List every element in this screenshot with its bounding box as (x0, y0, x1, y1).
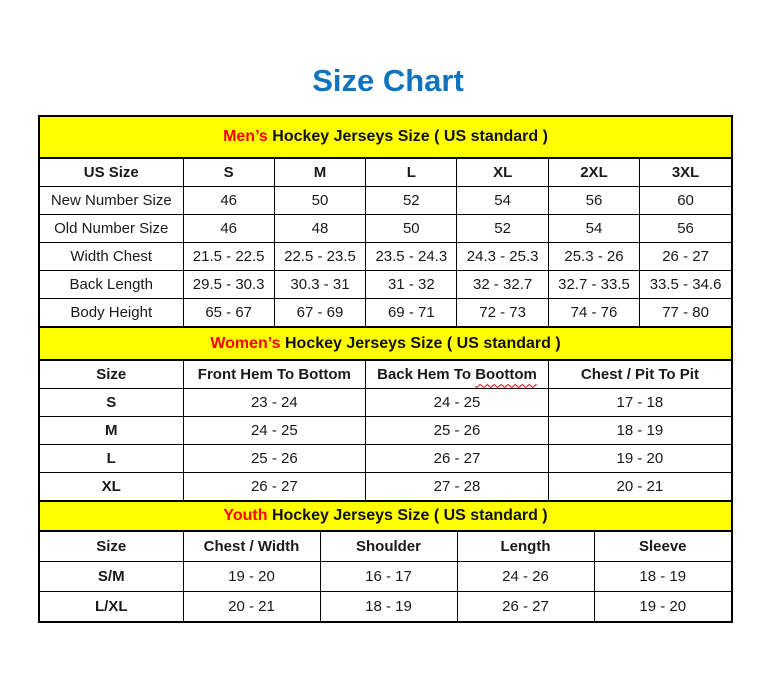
column-header: Sleeve (594, 532, 731, 562)
column-header: XL (457, 159, 548, 187)
misspelled-word-underline: Boottom (475, 366, 537, 384)
section-youth (40, 500, 731, 621)
size-value-cell: 25 - 26 (366, 417, 549, 445)
mens-banner-text: Hockey Jerseys Size ( US standard ) (267, 128, 548, 146)
size-value-cell: 24 - 25 (183, 417, 366, 445)
size-value-cell: 56 (640, 214, 731, 242)
column-header: 3XL (640, 159, 731, 187)
header-row (40, 361, 731, 389)
size-value-cell: 48 (274, 214, 365, 242)
womens-banner-highlight: Women’s (210, 334, 281, 352)
row-label: M (40, 417, 183, 445)
size-value-cell: 50 (366, 214, 457, 242)
column-header: Chest / Width (183, 532, 320, 562)
size-value-cell: 22.5 - 23.5 (274, 242, 365, 270)
column-header: Back Hem To Boottom (366, 361, 549, 389)
size-value-cell: 54 (548, 214, 639, 242)
row-label: Back Length (40, 270, 183, 298)
row-label: S/M (40, 561, 183, 591)
header-row (40, 532, 731, 562)
size-value-cell: 27 - 28 (366, 473, 549, 501)
size-value-cell: 19 - 20 (594, 591, 731, 621)
column-header: Length (457, 532, 594, 562)
column-header: M (274, 159, 365, 187)
size-value-cell: 21.5 - 22.5 (183, 242, 274, 270)
womens-banner (40, 326, 731, 362)
size-value-cell: 50 (274, 186, 365, 214)
size-value-cell: 24.3 - 25.3 (457, 242, 548, 270)
womens-size-table (40, 361, 731, 500)
size-value-cell: 69 - 71 (366, 298, 457, 326)
table-row (40, 214, 731, 242)
table-row (40, 186, 731, 214)
size-value-cell: 26 - 27 (183, 473, 366, 501)
size-value-cell: 26 - 27 (457, 591, 594, 621)
page-title: Size Chart (312, 63, 464, 98)
row-label: XL (40, 473, 183, 501)
row-label: L/XL (40, 591, 183, 621)
section-mens (40, 117, 731, 326)
size-value-cell: 30.3 - 31 (274, 270, 365, 298)
row-label: L (40, 445, 183, 473)
womens-banner-text: Hockey Jerseys Size ( US standard ) (280, 334, 561, 352)
section-womens (40, 326, 731, 501)
size-value-cell: 74 - 76 (548, 298, 639, 326)
size-value-cell: 72 - 73 (457, 298, 548, 326)
size-value-cell: 56 (548, 186, 639, 214)
size-value-cell: 32.7 - 33.5 (548, 270, 639, 298)
row-label: Body Height (40, 298, 183, 326)
size-value-cell: 20 - 21 (183, 591, 320, 621)
mens-banner (40, 117, 731, 159)
column-header: Chest / Pit To Pit (548, 361, 731, 389)
size-value-cell: 26 - 27 (640, 242, 731, 270)
table-row (40, 561, 731, 591)
table-row (40, 473, 731, 501)
row-label: Old Number Size (40, 214, 183, 242)
size-value-cell: 18 - 19 (594, 561, 731, 591)
size-value-cell: 52 (366, 186, 457, 214)
size-value-cell: 60 (640, 186, 731, 214)
mens-banner-highlight: Men’s (223, 128, 268, 146)
table-row (40, 445, 731, 473)
youth-banner-text: Hockey Jerseys Size ( US standard ) (267, 507, 548, 525)
mens-size-table (40, 159, 731, 326)
size-value-cell: 23.5 - 24.3 (366, 242, 457, 270)
size-value-cell: 33.5 - 34.6 (640, 270, 731, 298)
column-header: L (366, 159, 457, 187)
size-value-cell: 77 - 80 (640, 298, 731, 326)
table-row (40, 298, 731, 326)
size-value-cell: 46 (183, 214, 274, 242)
size-value-cell: 31 - 32 (366, 270, 457, 298)
column-header: US Size (40, 159, 183, 187)
column-header: S (183, 159, 274, 187)
size-value-cell: 24 - 25 (366, 389, 549, 417)
column-header: Size (40, 532, 183, 562)
table-row (40, 591, 731, 621)
column-header: Front Hem To Bottom (183, 361, 366, 389)
size-value-cell: 32 - 32.7 (457, 270, 548, 298)
size-value-cell: 65 - 67 (183, 298, 274, 326)
table-row (40, 270, 731, 298)
size-value-cell: 19 - 20 (548, 445, 731, 473)
size-value-cell: 18 - 19 (548, 417, 731, 445)
youth-banner (40, 500, 731, 532)
size-value-cell: 19 - 20 (183, 561, 320, 591)
size-value-cell: 26 - 27 (366, 445, 549, 473)
row-label: S (40, 389, 183, 417)
size-value-cell: 46 (183, 186, 274, 214)
column-header: Shoulder (320, 532, 457, 562)
table-row (40, 242, 731, 270)
row-label: Width Chest (40, 242, 183, 270)
size-chart-container (38, 115, 733, 623)
header-row (40, 159, 731, 187)
size-value-cell: 52 (457, 214, 548, 242)
size-value-cell: 24 - 26 (457, 561, 594, 591)
youth-banner-highlight: Youth (223, 507, 268, 525)
size-value-cell: 54 (457, 186, 548, 214)
column-header: 2XL (548, 159, 639, 187)
size-value-cell: 29.5 - 30.3 (183, 270, 274, 298)
table-row (40, 417, 731, 445)
youth-size-table (40, 532, 731, 621)
size-value-cell: 23 - 24 (183, 389, 366, 417)
size-value-cell: 17 - 18 (548, 389, 731, 417)
column-header: Size (40, 361, 183, 389)
size-value-cell: 16 - 17 (320, 561, 457, 591)
table-row (40, 389, 731, 417)
size-value-cell: 18 - 19 (320, 591, 457, 621)
size-value-cell: 25.3 - 26 (548, 242, 639, 270)
size-value-cell: 67 - 69 (274, 298, 365, 326)
size-value-cell: 20 - 21 (548, 473, 731, 501)
size-value-cell: 25 - 26 (183, 445, 366, 473)
row-label: New Number Size (40, 186, 183, 214)
